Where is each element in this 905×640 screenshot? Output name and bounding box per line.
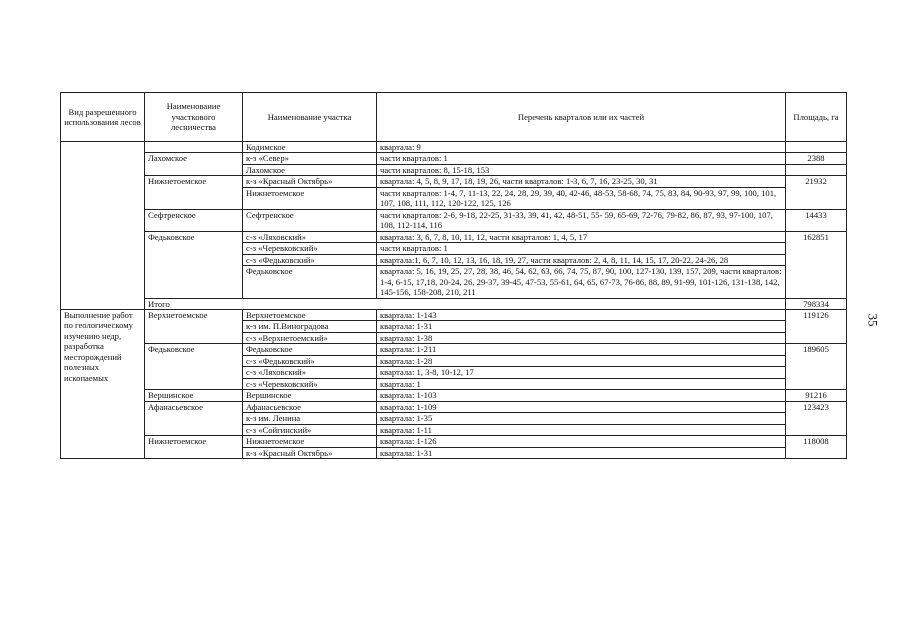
plot-cell: с-з «Ляховский» xyxy=(243,231,377,242)
quarters-cell: квартала: 3, 6, 7, 8, 10, 11, 12, части кварталов: 1, 4, 5, 17 xyxy=(377,231,786,242)
plot-cell: Федьковское xyxy=(243,266,377,298)
area-cell: 123423 xyxy=(786,401,847,435)
quarters-cell: квартала: 1-126 xyxy=(377,436,786,447)
table-row xyxy=(61,231,847,242)
plot-cell: Нижнетоемское xyxy=(243,436,377,447)
quarters-cell: квартала: 1, 3-8, 10-12, 17 xyxy=(377,367,786,378)
forestry-cell: Вершинское xyxy=(145,390,243,401)
forestry-cell: Сефтренское xyxy=(145,209,243,231)
plot-cell: с-з «Черевковский» xyxy=(243,243,377,254)
quarters-cell: квартала: 1-38 xyxy=(377,332,786,343)
header-plot: Наименование участка xyxy=(243,93,377,142)
plot-cell: Кодимское xyxy=(243,142,377,153)
quarters-cell: квартала: 1-103 xyxy=(377,390,786,401)
plot-cell: с-з «Сойгинский» xyxy=(243,424,377,435)
plot-cell: Афанасьевское xyxy=(243,401,377,412)
quarters-cell: квартала: 1-211 xyxy=(377,344,786,355)
plot-cell: к-з «Север» xyxy=(243,153,377,164)
table-row xyxy=(61,153,847,164)
forestry-cell: Федьковское xyxy=(145,344,243,390)
quarters-cell: квартала: 1-28 xyxy=(377,355,786,366)
quarters-cell: квартала: 1-35 xyxy=(377,413,786,424)
quarters-cell: квартала: 5, 16, 19, 25, 27, 28, 38, 46, 54, 62, 63, 66, 74, 75, 87, 90, 100, 127-130, 139, 157, 209, части кварталов: 1-4, 6-15, 17,18, 20-24, 26, 29-37, 39-45, 47-53, 55-61, 64, 65, 67-73, 76-86, 88, 89, 91-99, 101-126, 131-138, 142, 145-156, 158-208, 210, 211 xyxy=(377,266,786,298)
plot-cell: Федьковское xyxy=(243,344,377,355)
table-row xyxy=(61,176,847,187)
area-cell: 162851 xyxy=(786,231,847,298)
quarters-cell: части кварталов: 1 xyxy=(377,153,786,164)
quarters-cell: квартала: 1-109 xyxy=(377,401,786,412)
area-cell xyxy=(786,142,847,153)
plot-cell: к-з «Красный Октябрь» xyxy=(243,176,377,187)
quarters-cell: части кварталов: 2-6, 9-18, 22-25, 31-33, 39, 41, 42, 48-51, 55- 59, 65-69, 72-76, 79-82, 86, 87, 93, 97-100, 107, 108, 112-114, 116 xyxy=(377,209,786,231)
forestry-cell xyxy=(145,142,243,153)
page-number: 35 xyxy=(865,313,881,327)
quarters-cell: части кварталов: 1-4, 7, 11-13, 22, 24, 28, 29, 39, 40, 42-46, 48-53, 58-68, 74, 75, 83, 84, 90-93, 97, 99, 100, 101, 107, 108, 111, 112, 120-122, 125, 126 xyxy=(377,187,786,209)
header-use-type: Вид разрешенного использования лесов xyxy=(61,93,145,142)
area-cell: 118008 xyxy=(786,436,847,459)
table-row xyxy=(61,390,847,401)
table-row xyxy=(61,344,847,355)
quarters-cell: квартала: 1-31 xyxy=(377,447,786,458)
forestry-cell: Нижнетоемское xyxy=(145,436,243,459)
plot-cell: Вершинское xyxy=(243,390,377,401)
total-label: Итого xyxy=(145,298,786,309)
area-cell: 119126 xyxy=(786,310,847,344)
plot-cell: с-з «Черевковский» xyxy=(243,378,377,389)
forest-use-table-part2 xyxy=(60,309,847,459)
area-cell: 189605 xyxy=(786,344,847,390)
area-cell xyxy=(786,164,847,175)
plot-cell: к-з им. Ленина xyxy=(243,413,377,424)
forestry-cell: Федьковское xyxy=(145,231,243,298)
header-area: Площадь, га xyxy=(786,93,847,142)
quarters-cell: части кварталов: 1 xyxy=(377,243,786,254)
total-value: 798334 xyxy=(786,298,847,309)
area-cell: 91216 xyxy=(786,390,847,401)
forestry-cell: Верхнетоемское xyxy=(145,310,243,344)
forestry-cell: Нижнетоемское xyxy=(145,176,243,209)
quarters-cell: квартала:1, 6, 7, 10, 12, 13, 16, 18, 19, 27, части кварталов: 2, 4, 8, 11, 14, 15, 17, 20-22, 24-26, 28 xyxy=(377,254,786,265)
quarters-cell: квартала: 1 xyxy=(377,378,786,389)
plot-cell: Лахомское xyxy=(243,164,377,175)
area-cell: 21932 xyxy=(786,176,847,209)
plot-cell: к-з им. П.Виноградова xyxy=(243,321,377,332)
area-cell: 14433 xyxy=(786,209,847,231)
quarters-cell: части кварталов: 8, 15-18, 153 xyxy=(377,164,786,175)
quarters-cell: квартала: 1-143 xyxy=(377,310,786,321)
plot-cell: с-з «Ляховский» xyxy=(243,367,377,378)
table-row xyxy=(61,209,847,231)
header-row xyxy=(61,93,847,142)
plot-cell: с-з «Верхнетоемский» xyxy=(243,332,377,343)
header-quarters: Перечень кварталов или их частей xyxy=(377,93,786,142)
table-row xyxy=(61,142,847,153)
forestry-cell: Лахомское xyxy=(145,153,243,176)
plot-cell: с-з «Федьковский» xyxy=(243,355,377,366)
plot-cell: Нижнетоемское xyxy=(243,187,377,209)
use-type-cell: Выполнение работ по геологическому изучению недр, разработка месторождений полезных ископаемых xyxy=(61,310,145,459)
table-row xyxy=(61,436,847,447)
plot-cell: к-з «Красный Октябрь» xyxy=(243,447,377,458)
table-row xyxy=(61,310,847,321)
quarters-cell: квартала: 1-31 xyxy=(377,321,786,332)
plot-cell: Сефтренское xyxy=(243,209,377,231)
table-row xyxy=(61,401,847,412)
area-cell: 2388 xyxy=(786,153,847,164)
plot-cell: с-з «Федьковский» xyxy=(243,254,377,265)
use-type-cell xyxy=(61,142,145,310)
quarters-cell: квартала: 1-11 xyxy=(377,424,786,435)
forestry-cell: Афанасьевское xyxy=(145,401,243,435)
header-forestry: Наименование участкового лесничества xyxy=(145,93,243,142)
plot-cell: Верхнетоемское xyxy=(243,310,377,321)
forest-use-table xyxy=(60,92,847,310)
quarters-cell: квартала: 4, 5, 8, 9, 17, 18, 19, 26, части кварталов: 1-3, 6, 7, 16, 23-25, 30, 31 xyxy=(377,176,786,187)
quarters-cell: квартала: 9 xyxy=(377,142,786,153)
